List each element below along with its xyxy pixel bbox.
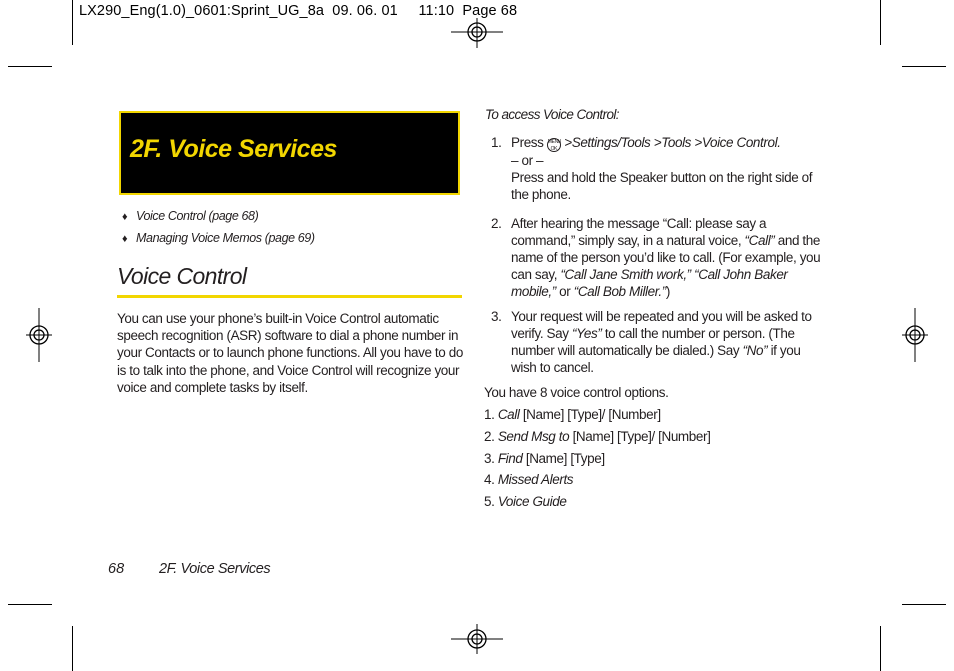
step-text-part: and the name of the person you’d like to call. (For example, you can say, bbox=[511, 233, 821, 282]
toc-item[interactable] bbox=[122, 231, 315, 245]
procedure-step bbox=[491, 215, 831, 301]
crop-mark-bottom-right-h bbox=[902, 604, 946, 605]
option-number: 4. bbox=[484, 472, 495, 487]
step-press-text: Press bbox=[511, 135, 544, 150]
step-text bbox=[511, 215, 827, 300]
voice-command-example: “No” bbox=[742, 343, 768, 358]
option-number: 2. bbox=[484, 429, 495, 444]
crop-mark-top-right-h bbox=[902, 66, 946, 67]
option-item bbox=[484, 472, 573, 487]
ok-key-bottom-label: OK bbox=[550, 146, 558, 152]
crop-mark-top-right-v bbox=[880, 0, 881, 45]
voice-command-example: “Call Jane Smith work,” “Call John Baker mobile,” bbox=[511, 267, 788, 299]
toc-item[interactable] bbox=[122, 209, 258, 223]
option-command: Missed Alerts bbox=[497, 472, 574, 487]
option-args: [Name] [Type]/ [Number] bbox=[569, 429, 711, 444]
crop-mark-top-left-h bbox=[8, 66, 52, 67]
option-command: Voice Guide bbox=[497, 494, 567, 509]
step-number: 1. bbox=[491, 135, 502, 150]
option-number: 1. bbox=[484, 407, 495, 422]
chapter-title: 2F. Voice Services bbox=[130, 135, 337, 163]
step-text-part: After hearing the message “Call: please say a command,” simply say, in a natural voice, bbox=[511, 216, 767, 248]
voice-command-example: “Call” bbox=[744, 233, 775, 248]
diamond-bullet-icon: ♦ bbox=[122, 233, 128, 245]
option-item bbox=[484, 429, 710, 444]
step-number: 3. bbox=[491, 309, 502, 324]
step-number: 2. bbox=[491, 216, 502, 231]
option-command: Find bbox=[497, 451, 523, 466]
ok-key-icon bbox=[547, 138, 561, 152]
option-args: [Name] [Type] bbox=[522, 451, 605, 466]
crop-mark-bottom-right-v bbox=[880, 626, 881, 671]
section-body: You can use your phone’s built-in Voice Control automatic speech recognition (ASR) software to dial a phone number in your Contacts or to launch phone functions. All you have to do is to talk into the phone, and Voice Control will recognize your voice and complete tasks by itself. bbox=[117, 311, 463, 395]
toc-item-label: Voice Control (page 68) bbox=[136, 209, 259, 223]
registration-mark-top-icon bbox=[451, 18, 503, 48]
step-text-part: if you wish to cancel. bbox=[511, 343, 801, 375]
step-text-part: to call the number or person. (The number will automatically be dialed.) Say bbox=[511, 326, 795, 358]
crop-mark-top-left-v bbox=[72, 0, 73, 45]
procedure-step bbox=[491, 308, 831, 378]
procedure-step bbox=[491, 134, 831, 206]
section-heading: Voice Control bbox=[117, 263, 247, 289]
option-command: Call bbox=[497, 407, 520, 422]
registration-mark-left-icon bbox=[24, 308, 54, 362]
crop-mark-bottom-left-v bbox=[72, 626, 73, 671]
option-command: Send Msg to bbox=[497, 429, 570, 444]
option-number: 3. bbox=[484, 451, 495, 466]
alternate-step: Press and hold the Speaker button on the right side of the phone. bbox=[511, 170, 813, 202]
section-heading-rule bbox=[117, 295, 462, 298]
option-number: 5. bbox=[484, 494, 495, 509]
option-item bbox=[484, 407, 661, 422]
registration-mark-bottom-icon bbox=[451, 624, 503, 654]
options-intro: You have 8 voice control options. bbox=[484, 385, 669, 400]
step-text-part: Your request will be repeated and you will be asked to verify. Say bbox=[511, 309, 812, 341]
step-text bbox=[511, 308, 827, 376]
step-text-part: or bbox=[555, 284, 574, 299]
registration-mark-right-icon bbox=[900, 308, 930, 362]
ok-key-top-label: MENU bbox=[547, 139, 561, 145]
print-slug: LX290_Eng(1.0)_0601:Sprint_UG_8a 09. 06. 01 11:10 Page 68 bbox=[79, 3, 518, 19]
step-text bbox=[511, 134, 827, 203]
page-number: 68 bbox=[108, 561, 125, 577]
footer-section-title: 2F. Voice Services bbox=[159, 561, 271, 577]
option-item bbox=[484, 451, 605, 466]
crop-mark-bottom-left-h bbox=[8, 604, 52, 605]
diamond-bullet-icon: ♦ bbox=[122, 211, 128, 223]
voice-command-example: “Yes” bbox=[571, 326, 602, 341]
voice-command-example: “Call Bob Miller.” bbox=[573, 284, 666, 299]
menu-path: >Settings/Tools >Tools >Voice Control. bbox=[560, 135, 781, 150]
option-args: [Name] [Type]/ [Number] bbox=[519, 407, 661, 422]
step-text-part: ) bbox=[665, 284, 670, 299]
procedure-heading: To access Voice Control: bbox=[485, 107, 619, 122]
chapter-banner bbox=[119, 111, 460, 195]
or-separator: – or – bbox=[511, 153, 544, 168]
option-item bbox=[484, 494, 566, 509]
toc-item-label: Managing Voice Memos (page 69) bbox=[136, 231, 315, 245]
